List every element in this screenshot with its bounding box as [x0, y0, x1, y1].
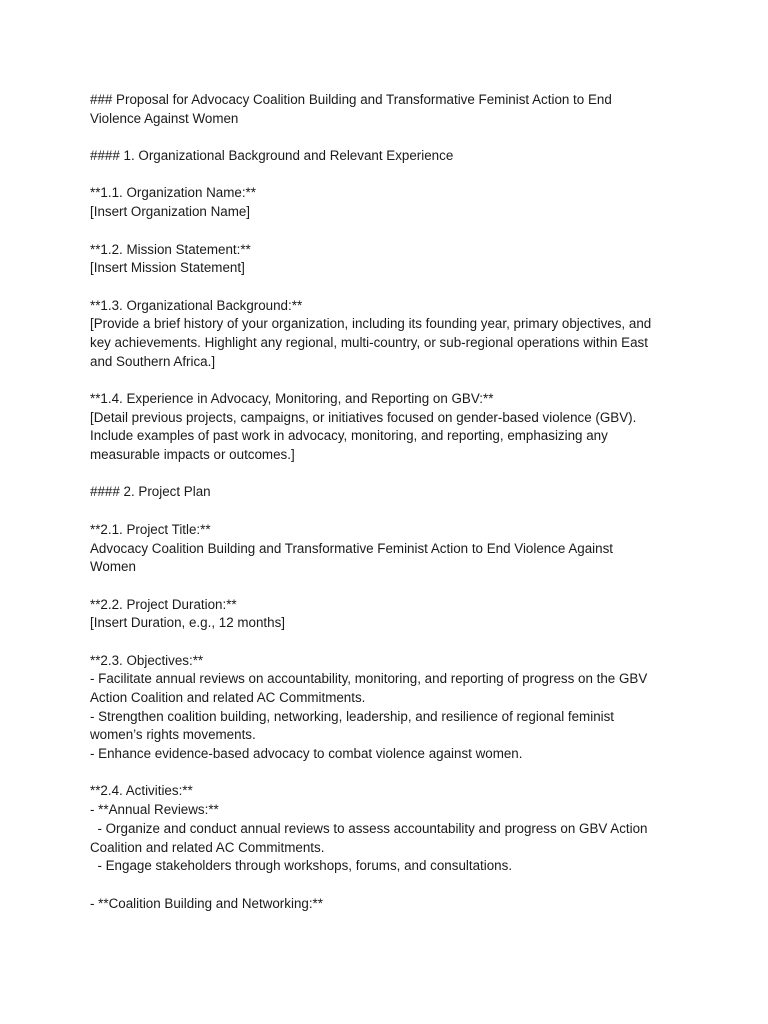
spacer — [90, 876, 680, 895]
project-duration-value: [Insert Duration, e.g., 12 months] — [90, 615, 286, 631]
annual-reviews-item-2: - Engage stakeholders through workshops, forums, and consultations. — [90, 858, 513, 874]
objective-1-line-2: Action Coalition and related AC Commitments. — [90, 690, 366, 705]
spacer — [90, 222, 680, 241]
annual-reviews-item-1-line-1: - Organize and conduct annual reviews to assess accountability and progress on GBV Action — [90, 820, 648, 836]
org-background-text-line-2: key achievements. Highlight any regional, multi-country, or sub-regional operations within East — [90, 334, 648, 350]
objective-1-line-1: - Facilitate annual reviews on accountability, monitoring, and reporting of progress on the GBV — [90, 671, 648, 687]
coalition-building-label: - **Coalition Building and Networking:** — [90, 895, 323, 911]
org-background-label: **1.3. Organizational Background:** — [90, 297, 303, 313]
spacer — [90, 166, 680, 185]
spacer — [90, 633, 680, 652]
objective-3: - Enhance evidence-based advocacy to combat violence against women. — [90, 746, 523, 762]
org-name-value: [Insert Organization Name] — [90, 204, 251, 220]
org-name-label: **1.1. Organization Name:** — [90, 185, 256, 201]
objective-2-line-1: - Strengthen coalition building, networking, leadership, and resilience of regional feminist — [90, 708, 615, 724]
annual-reviews-item-1-line-2: Coalition and related AC Commitments. — [90, 839, 325, 855]
org-background-text-line-3: and Southern Africa.] — [90, 353, 216, 369]
spacer — [90, 577, 680, 596]
objectives-label: **2.3. Objectives:** — [90, 652, 204, 668]
spacer — [90, 465, 680, 484]
gbv-experience-text-line-1: [Detail previous projects, campaigns, or initiatives focused on gender-based violence (GBV). — [90, 409, 637, 425]
gbv-experience-text-line-3: measurable impacts or outcomes.] — [90, 447, 295, 463]
section-1-heading: #### 1. Organizational Background and Relevant Experience — [90, 148, 454, 164]
spacer — [90, 128, 680, 147]
section-2-heading: #### 2. Project Plan — [90, 484, 211, 500]
spacer — [90, 764, 680, 783]
gbv-experience-text-line-2: Include examples of past work in advocacy, monitoring, and reporting, emphasizing any — [90, 428, 608, 444]
project-title-text-line-1: Advocacy Coalition Building and Transformative Feminist Action to End Violence Against — [90, 540, 614, 556]
mission-statement-label: **1.2. Mission Statement:** — [90, 241, 251, 257]
document-title-line-1: ### Proposal for Advocacy Coalition Building and Transformative Feminist Action to End — [90, 92, 612, 107]
spacer — [90, 278, 680, 297]
activities-label: **2.4. Activities:** — [90, 783, 193, 799]
spacer — [90, 502, 680, 521]
document-title-line-2: Violence Against Women — [90, 110, 239, 126]
spacer — [90, 371, 680, 390]
project-title-label: **2.1. Project Title:** — [90, 521, 211, 537]
document-body — [90, 91, 680, 913]
gbv-experience-label: **1.4. Experience in Advocacy, Monitoring, and Reporting on GBV:** — [90, 391, 494, 406]
project-duration-label: **2.2. Project Duration:** — [90, 596, 237, 612]
org-background-text-line-1: [Provide a brief history of your organization, including its founding year, primary objectives, and — [90, 316, 652, 332]
mission-statement-value: [Insert Mission Statement] — [90, 260, 245, 276]
project-title-text-line-2: Women — [90, 559, 136, 575]
objective-2-line-2: women’s rights movements. — [90, 727, 256, 743]
annual-reviews-label: - **Annual Reviews:** — [90, 802, 219, 818]
